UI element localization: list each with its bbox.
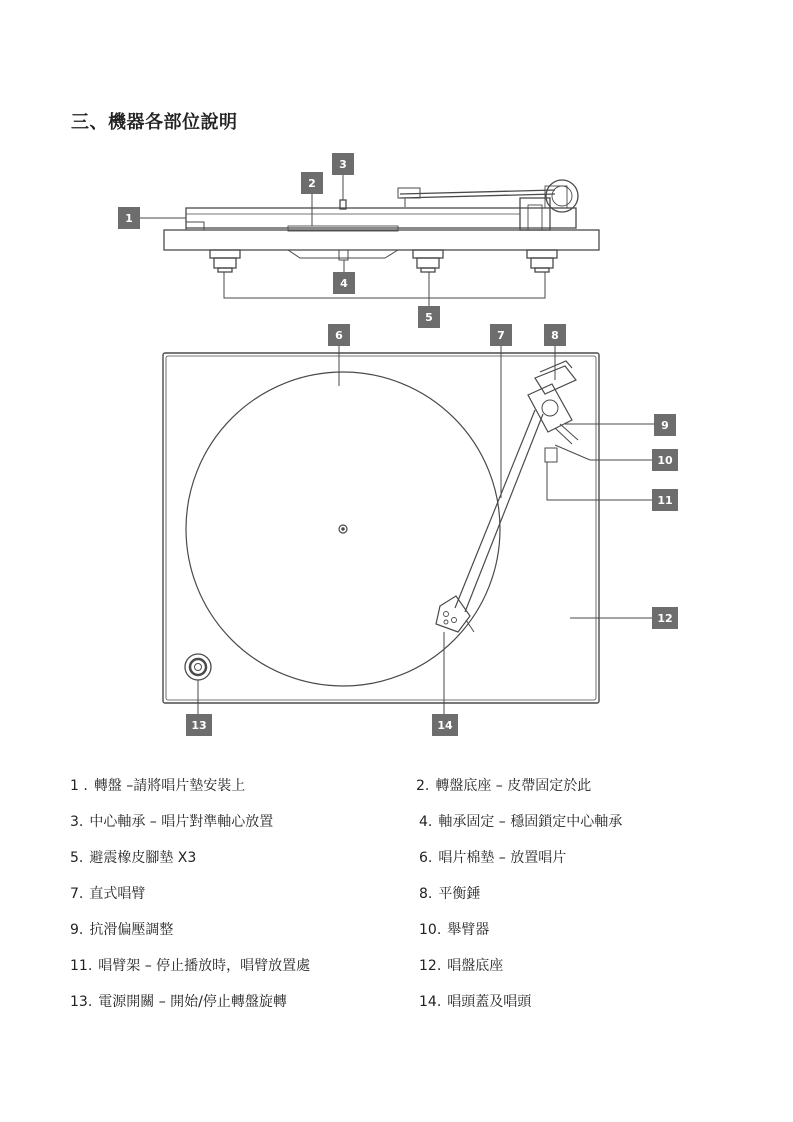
callout-14 (432, 714, 458, 736)
callout-1 (118, 207, 140, 229)
callout-11-label: 11 (657, 494, 673, 507)
top-view (163, 353, 599, 703)
callout-1-label: 1 (125, 212, 133, 225)
side-feet (210, 250, 557, 272)
legend-item-14: 14. 唱頭蓋及唱頭 (419, 994, 532, 1010)
side-plinth (164, 230, 599, 250)
side-tonearm (398, 180, 578, 230)
callout-14-label: 14 (437, 719, 453, 732)
callout-8 (544, 324, 566, 346)
callout-3 (332, 153, 354, 175)
legend-item-3: 3. 中心軸承 – 唱片對準軸心放置 (70, 814, 274, 830)
section-heading: 三、機器各部位說明 (71, 112, 238, 133)
legend-item-5: 5. 避震橡皮腳墊 X3 (70, 850, 197, 866)
callout-5 (418, 306, 440, 328)
legend-item-8: 8. 平衡錘 (419, 886, 481, 902)
legend-item-6: 6. 唱片棉墊 – 放置唱片 (419, 850, 567, 866)
legend-item-1: 1 . 轉盤 –請將唱片墊安裝上 (70, 778, 246, 794)
side-platter (186, 208, 576, 228)
callout-6 (328, 324, 350, 346)
callout-10 (652, 449, 678, 471)
legend-item-2: 2. 轉盤底座 – 皮帶固定於此 (416, 778, 592, 794)
legend-item-9: 9. 抗滑偏壓調整 (70, 922, 174, 938)
legend-item-10: 10. 舉臂器 (419, 922, 490, 938)
top-tonearm (436, 361, 590, 632)
callout-12 (652, 607, 678, 629)
callout-13-label: 13 (191, 719, 207, 732)
callout-9 (654, 414, 676, 436)
legend-item-7: 7. 直式唱臂 (70, 886, 146, 902)
callout-4-label: 4 (340, 277, 348, 290)
callout-7-label: 7 (497, 329, 505, 342)
callout-12-label: 12 (657, 612, 673, 625)
callout-4 (333, 272, 355, 294)
callout-8-label: 8 (551, 329, 559, 342)
legend-item-12: 12. 唱盤底座 (419, 958, 504, 974)
callout-11 (652, 489, 678, 511)
callout-13 (186, 714, 212, 736)
callout-6-label: 6 (335, 329, 343, 342)
legend-item-11: 11. 唱臂架 – 停止播放時，唱臂放置處 (70, 958, 311, 974)
callout-2 (301, 172, 323, 194)
top-leaders (198, 344, 654, 714)
legend-item-4: 4. 軸承固定 – 穩固鎖定中心軸承 (419, 814, 623, 830)
callout-9-label: 9 (661, 419, 669, 432)
callout-7 (490, 324, 512, 346)
top-power-switch (185, 654, 211, 680)
callout-10-label: 10 (657, 454, 673, 467)
side-view (164, 180, 599, 272)
legend-item-13: 13. 電源開關 – 開始/停止轉盤旋轉 (70, 994, 287, 1010)
callout-3-label: 3 (339, 158, 347, 171)
top-plinth-inner (166, 356, 596, 700)
callout-2-label: 2 (308, 177, 316, 190)
callout-5-label: 5 (425, 311, 433, 324)
